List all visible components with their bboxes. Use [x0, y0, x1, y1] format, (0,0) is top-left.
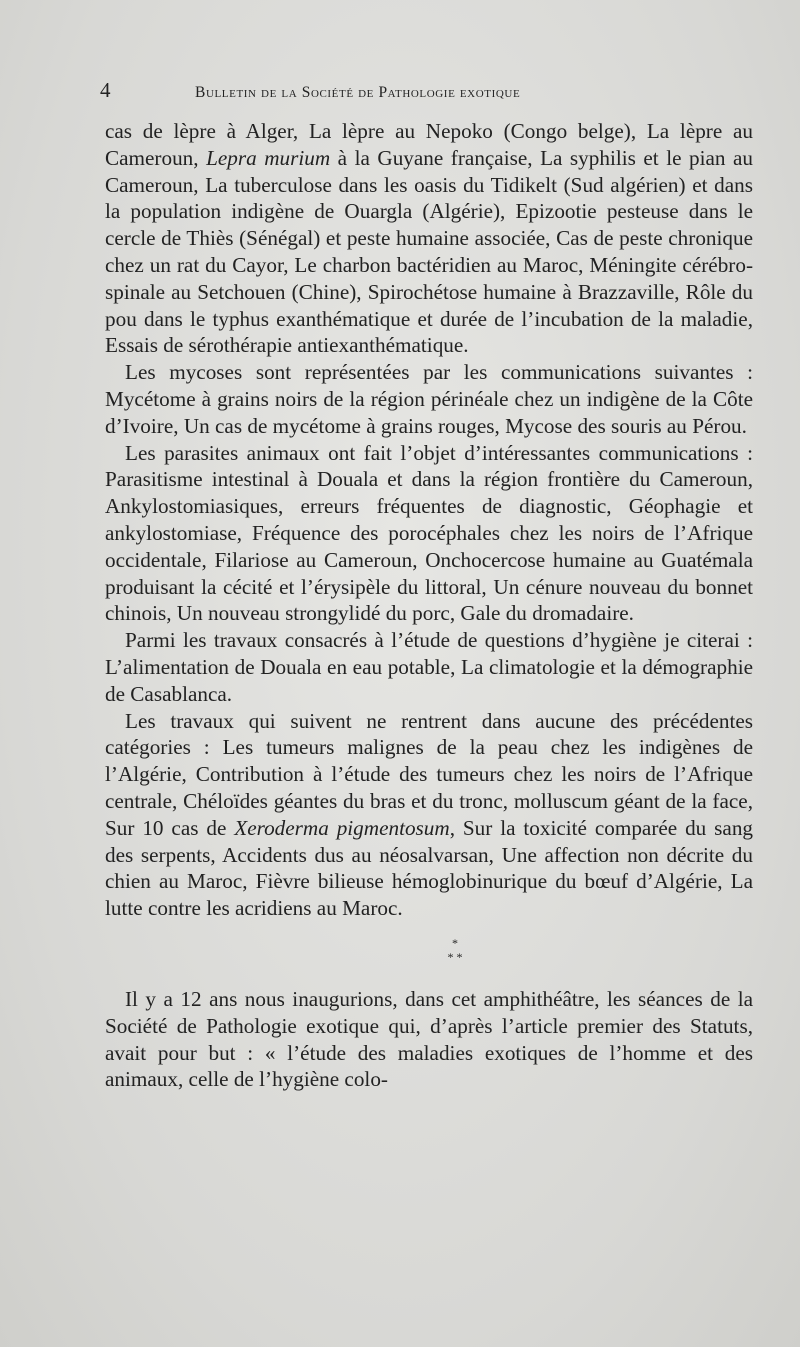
- italic-term-xeroderma: Xeroderma pigmentosum: [234, 815, 450, 840]
- paragraph-5-text-b: , Sur la toxicité comparée du sang des serpents, Accidents dus au néosalvarsan, Une affection non décrite du chien au Maroc, Fièvre bilieuse hémoglobinurique du bœuf d’Algérie, La lutte contre les acridiens au Maroc.: [105, 815, 754, 921]
- separator-stars-bottom: * *: [447, 949, 463, 964]
- paragraph-1-text-b: à la Guyane française, La syphilis et le pian au Cameroun, La tuberculose dans les oasis du Tidikelt (Sud algérien) et dans la population indigène de Ouargla (Algérie), Epizootie pesteuse dans le cercle de Thiès (Sénégal) et peste humaine associée, Cas de peste chronique chez un rat du Cayor, Le charbon bactéridien au Maroc, Méningite cérébro-spinale au Setchouen (Chine), Spirochétose humaine à Brazzaville, Rôle du pou dans le typhus exanthématique et durée de l’incubation de la maladie, Essais de sérothérapie antiexanthématique.: [105, 145, 753, 358]
- page-header: [100, 78, 700, 102]
- running-head: Bulletin de la Société de Pathologie exotique: [195, 84, 521, 101]
- paragraph-2: Les mycoses sont représentées par les communications suivantes : Mycétome à grains noirs de la région périnéale chez un indigène de la Côte d’Ivoire, Un cas de mycétome à grains rouges, Mycose des souris au Pérou.: [105, 360, 753, 438]
- paragraph-4: Parmi les travaux consacrés à l’étude de questions d’hygiène je citerai : L’alimentation de Douala en eau potable, La climatologie et la démographie de Casablanca.: [105, 628, 753, 706]
- paragraph-5-text-a: Les travaux qui suivent ne rentrent dans aucune des précédentes catégories : Les tumeurs malignes de la peau chez les indigènes de l’Algérie, Contribution à l’étude des tumeurs chez les noirs de l’Afrique centrale, Chéloïdes géantes du bras et du tronc, molluscum géant de la face, Sur 10 cas de: [105, 708, 753, 840]
- paragraph-1-text-a: cas de lèpre à Alger, La lèpre au Nepoko (Congo belge), La lèpre au Cameroun,: [105, 119, 753, 170]
- body-text: [105, 118, 753, 1093]
- page-number: 4: [100, 78, 111, 102]
- section-separator: [157, 936, 753, 964]
- paragraph-1: [105, 118, 753, 359]
- paragraph-5: [105, 708, 753, 922]
- paragraph-3: Les parasites animaux ont fait l’objet d’intéressantes communications : Parasitisme intestinal à Douala et dans la région frontière du Cameroun, Ankylostomiasiques, erreurs fréquentes de diagnostic, Géophagie et ankylostomiase, Fréquence des porocéphales chez les noirs de l’Afrique occidentale, Filariose au Cameroun, Onchocercose humaine au Guatémala produisant la cécité et l’érysipèle du littoral, Un cénure nouveau du bonnet chinois, Un nouveau strongylidé du porc, Gale du dromadaire.: [105, 440, 753, 626]
- paragraph-6: Il y a 12 ans nous inaugurions, dans cet amphithéâtre, les séances de la Société de Pathologie exotique qui, d’après l’article premier des Statuts, avait pour but : « l’étude des maladies exotiques de l’homme et des animaux, celle de l’hygiène colo-: [105, 986, 753, 1092]
- italic-term-lepra-murium: Lepra murium: [206, 145, 331, 170]
- separator-star-top: *: [452, 935, 458, 950]
